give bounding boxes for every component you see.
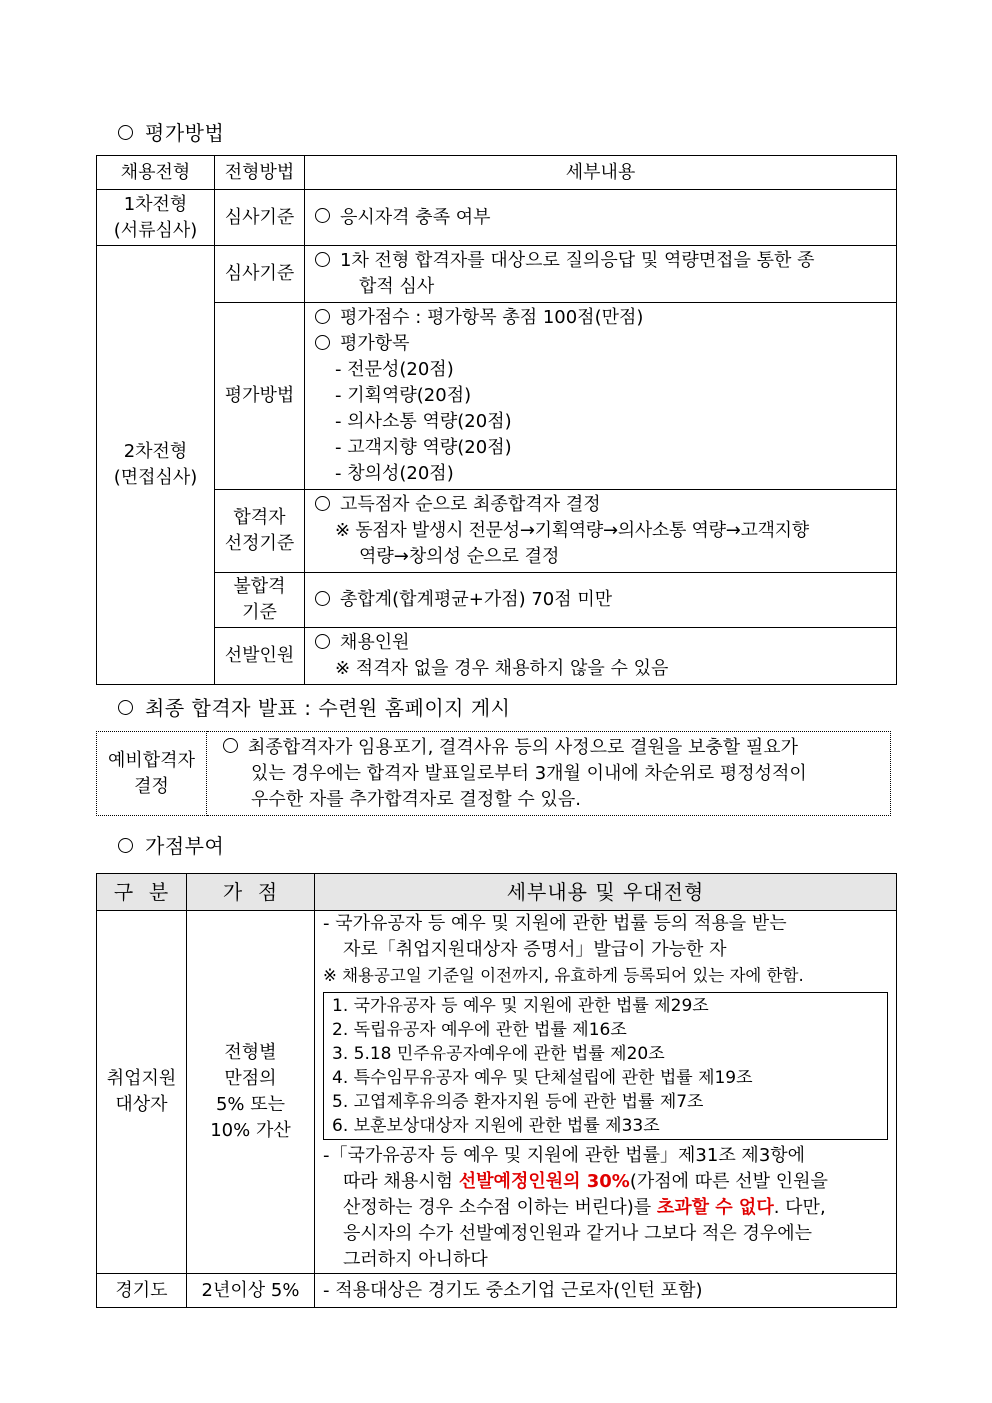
- points-label: 5% 또는: [215, 1094, 286, 1115]
- detail-text: 1차 전형 합격자를 대상으로 질의응답 및 역량면접을 통한 종: [340, 250, 815, 271]
- method-label: 불합격: [233, 576, 286, 597]
- detail-text: [323, 1195, 892, 1221]
- detail-cell: [305, 490, 897, 573]
- bonus-row-employment-support: [97, 911, 897, 1274]
- detail-text: 총합계(합계평균+가점) 70점 미만: [340, 589, 613, 610]
- detail-text: 자로「취업지원대상자 증명서」발급이 가능한 자: [343, 939, 727, 960]
- law-list-box: [323, 992, 888, 1140]
- detail-text: 역량→창의성 순으로 결정: [359, 546, 560, 567]
- detail-text: - 국가유공자 등 예우 및 지원에 관한 법률 등의 적용을 받는: [323, 913, 787, 934]
- detail-text: 평가항목: [340, 333, 410, 354]
- text-segment: 따라 채용시험: [343, 1171, 459, 1192]
- highlight-text: 초과할 수 없다: [656, 1197, 774, 1218]
- eval-row-stage2-fail: [97, 573, 897, 628]
- section-title: 가점부여: [145, 834, 225, 858]
- detail-text: -「국가유공자 등 예우 및 지원에 관한 법률」제31조 제3항에: [323, 1145, 806, 1166]
- circle-bullet-icon: [315, 634, 330, 649]
- stage-name-cell: [97, 190, 215, 246]
- detail-cell: [305, 628, 897, 685]
- detail-text: ※ 적격자 없을 경우 채용하지 않을 수 있음: [335, 658, 669, 679]
- detail-cell: [305, 573, 897, 628]
- detail-text: 평가점수 : 평가항목 총점 100점(만점): [340, 307, 644, 328]
- stage-name: (서류심사): [113, 219, 198, 241]
- section-title: 평가방법: [145, 121, 225, 145]
- circle-bullet-icon: [315, 496, 330, 511]
- detail-text: - 기획역량(20점): [335, 385, 472, 406]
- method-cell: 심사기준: [215, 246, 305, 303]
- detail-text: ※ 동점자 발생시 전문성→기획역량→의사소통 역량→고객지향: [335, 520, 809, 541]
- reserve-label: 예비합격자: [108, 749, 195, 771]
- points-label: 10% 가산: [210, 1120, 291, 1141]
- detail-text: - 의사소통 역량(20점): [335, 411, 512, 432]
- reserve-text: 최종합격자가 임용포기, 결격사유 등의 사정으로 결원을 보충할 필요가: [248, 736, 799, 758]
- circle-bullet-icon: [118, 700, 133, 715]
- detail-text: 합적 심사: [359, 276, 435, 297]
- stage-name-cell: [97, 246, 215, 685]
- detail-text: [323, 1169, 892, 1195]
- header-cell: 채용전형: [97, 156, 215, 190]
- bonus-table: [96, 873, 897, 1308]
- points-label: 전형별: [224, 1042, 277, 1063]
- reserve-row: [97, 732, 891, 816]
- text-segment: (가점에 따른 선발 인원을: [629, 1171, 828, 1192]
- method-label: 선정기준: [224, 533, 295, 554]
- section-title: 최종 합격자 발표 : 수련원 홈페이지 게시: [145, 696, 511, 720]
- reserve-detail-cell: [207, 732, 891, 816]
- bonus-table-header-row: [97, 874, 897, 911]
- detail-text: 응시자격 충족 여부: [340, 206, 491, 228]
- detail-cell: [305, 246, 897, 303]
- category-label: 취업지원: [106, 1068, 177, 1089]
- header-cell: 세부내용 및 우대전형: [315, 874, 897, 911]
- points-cell: [187, 911, 315, 1274]
- reserve-label: 결정: [134, 775, 169, 797]
- text-segment: . 다만,: [773, 1197, 826, 1218]
- eval-row-stage1: [97, 190, 897, 246]
- circle-bullet-icon: [223, 738, 238, 753]
- law-item: 2. 독립유공자 예우에 관한 법률 제16조: [332, 1020, 627, 1040]
- circle-bullet-icon: [315, 208, 330, 223]
- detail-text: 채용인원: [340, 632, 410, 653]
- reserve-text: 있는 경우에는 합격자 발표일로부터 3개월 이내에 차순위로 평정성적이: [251, 762, 807, 784]
- eval-row-stage2-method: [97, 303, 897, 490]
- text-segment: 산정하는 경우 소수점 이하는 버린다)를: [343, 1197, 657, 1218]
- detail-cell: [315, 911, 897, 1274]
- eval-row-stage2-criteria: [97, 246, 897, 303]
- circle-bullet-icon: [118, 838, 133, 853]
- detail-text: ※ 채용공고일 기준일 이전까지, 유효하게 등록되어 있는 자에 한함.: [323, 966, 804, 985]
- law-item: 6. 보훈보상대상자 지원에 관한 법률 제33조: [332, 1116, 660, 1136]
- section-heading-eval-method: [118, 117, 224, 146]
- detail-text: 그러하지 아니하다: [343, 1249, 488, 1270]
- circle-bullet-icon: [315, 309, 330, 324]
- method-cell: 평가방법: [215, 303, 305, 490]
- category-label: 대상자: [115, 1094, 168, 1115]
- bonus-row-gyeonggi: [97, 1274, 897, 1308]
- detail-text: - 전문성(20점): [335, 359, 454, 380]
- reserve-label-cell: [97, 732, 207, 816]
- reserve-table: [96, 731, 891, 816]
- detail-text: 고득점자 순으로 최종합격자 결정: [340, 494, 601, 515]
- eval-row-stage2-count: [97, 628, 897, 685]
- detail-text: - 창의성(20점): [335, 463, 454, 484]
- method-cell: 심사기준: [215, 190, 305, 246]
- method-label: 합격자: [233, 507, 286, 528]
- header-cell: 전형방법: [215, 156, 305, 190]
- points-cell: 2년이상 5%: [187, 1274, 315, 1308]
- points-label: 만점의: [224, 1068, 277, 1089]
- law-item: 3. 5.18 민주유공자예우에 관한 법률 제20조: [332, 1044, 665, 1064]
- eval-row-stage2-selection: [97, 490, 897, 573]
- detail-cell: [305, 303, 897, 490]
- detail-cell: - 적용대상은 경기도 중소기업 근로자(인턴 포함): [315, 1274, 897, 1308]
- law-item: 4. 특수임무유공자 예우 및 단체설립에 관한 법률 제19조: [332, 1068, 753, 1088]
- section-heading-bonus: [118, 830, 224, 859]
- eval-table-header-row: [97, 156, 897, 190]
- circle-bullet-icon: [118, 125, 133, 140]
- circle-bullet-icon: [315, 252, 330, 267]
- stage-name: 1차전형: [123, 193, 188, 215]
- detail-text: 응시자의 수가 선발예정인원과 같거나 그보다 적은 경우에는: [343, 1223, 813, 1244]
- highlight-text: 선발예정인원의 30%: [458, 1171, 630, 1192]
- detail-text: - 고객지향 역량(20점): [335, 437, 512, 458]
- law-item: 1. 국가유공자 등 예우 및 지원에 관한 법률 제29조: [332, 996, 709, 1016]
- detail-cell: [305, 190, 897, 246]
- method-cell: [215, 490, 305, 573]
- header-cell: 구 분: [97, 874, 187, 911]
- header-cell: 가 점: [187, 874, 315, 911]
- method-cell: [215, 573, 305, 628]
- circle-bullet-icon: [315, 591, 330, 606]
- section-heading-final-announce: [118, 692, 511, 721]
- category-cell: 경기도: [97, 1274, 187, 1308]
- eval-table: [96, 155, 897, 685]
- reserve-text: 우수한 자를 추가합격자로 결정할 수 있음.: [251, 788, 581, 810]
- method-cell: 선발인원: [215, 628, 305, 685]
- law-item: 5. 고엽제후유의증 환자지원 등에 관한 법률 제7조: [332, 1092, 704, 1112]
- circle-bullet-icon: [315, 335, 330, 350]
- category-cell: [97, 911, 187, 1274]
- header-cell: 세부내용: [305, 156, 897, 190]
- method-label: 기준: [242, 602, 277, 623]
- stage-name: 2차전형: [123, 441, 188, 462]
- stage-name: (면접심사): [113, 467, 198, 488]
